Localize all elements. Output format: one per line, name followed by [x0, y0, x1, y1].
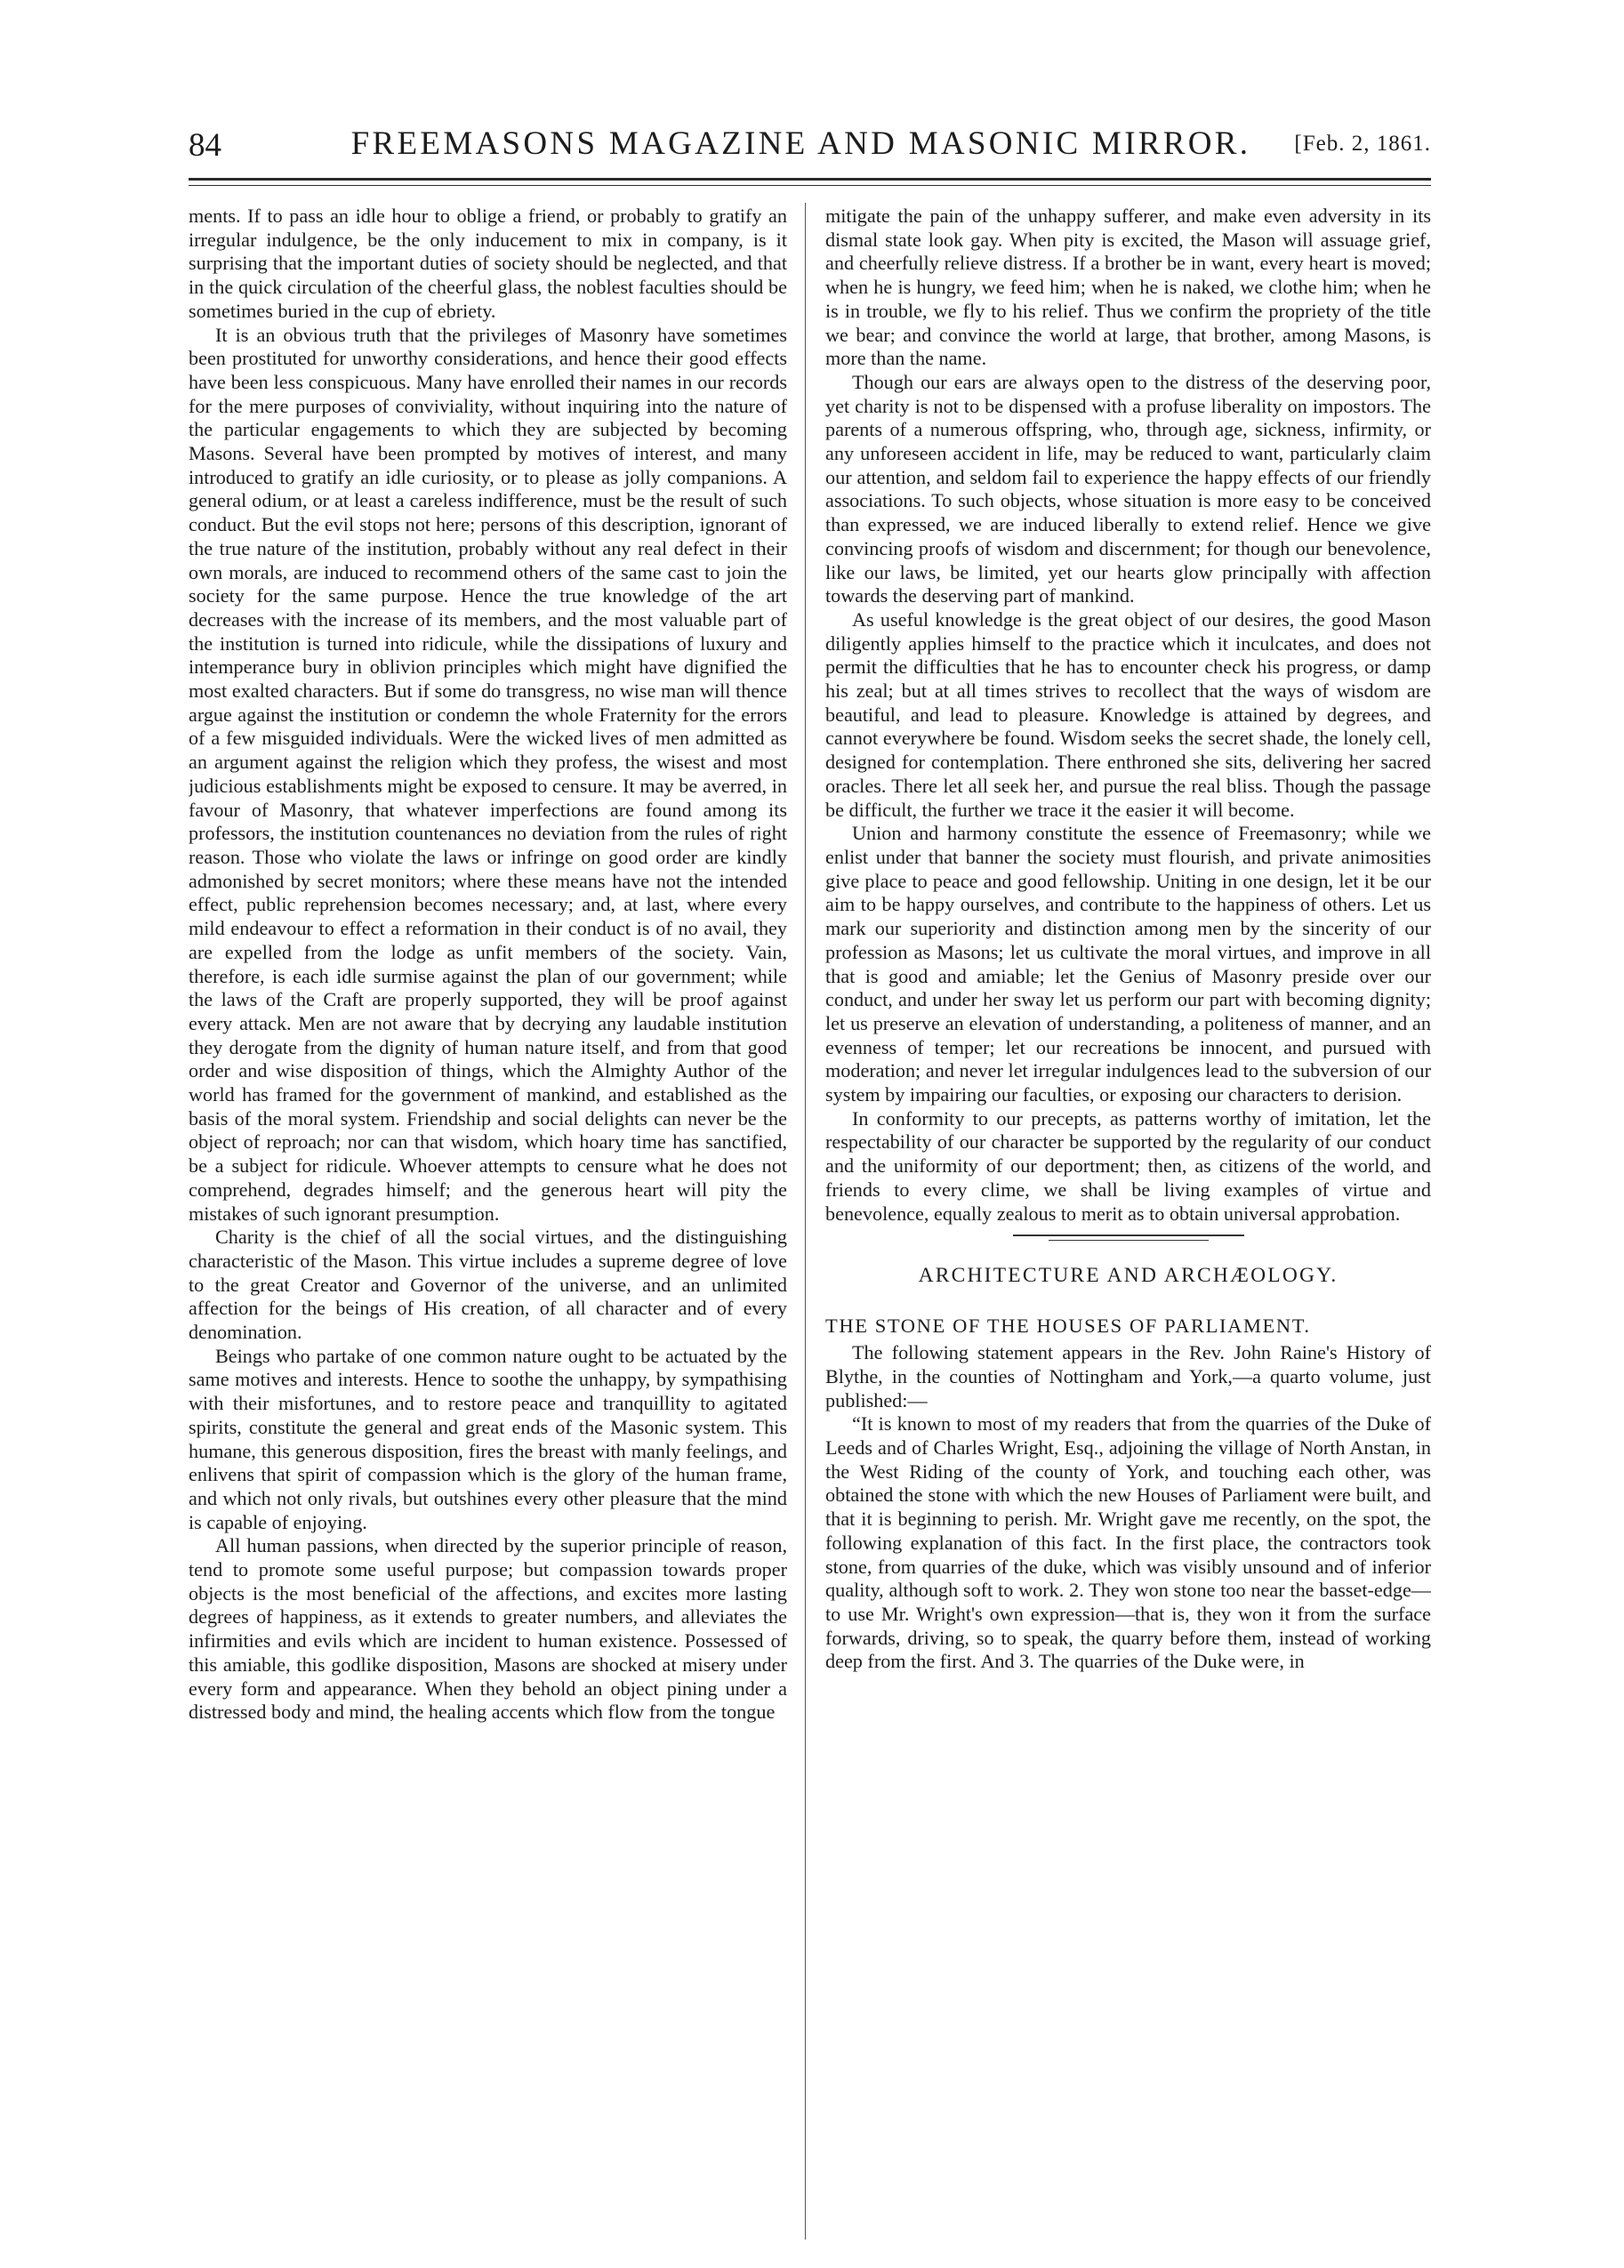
section-divider-thin [1049, 1240, 1209, 1241]
paragraph: As useful knowledge is the great object of our desires, the good Mason diligently applies himself to the practice which it inculcates, and does not permit the difficulties that he has to encounter check his progress, or damp his zeal; but at all times strives to recollect that the ways of wisdom are beautiful, and lead to pleasure. Knowledge is attained by degrees, and cannot everywhere be found. Wisdom seeks the secret shade, the lonely cell, designed for contemplation. There enthroned she sits, delivering her sacred oracles. There let all seek her, and pursue the real bliss. Though the passage be difficult, the further we trace it the easier it will become. [825, 607, 1431, 821]
paragraph: Union and harmony constitute the essence of Freemasonry; while we enlist under that banner the society must flourish, and private animosities give place to peace and good fellowship. Uniting in one design, let it be our aim to be happy ourselves, and contribute to the happiness of others. Let us mark our superiority and distinction among men by the sincerity of our profession as Masons; let us cultivate the moral virtues, and improve in all that is good and amiable; let the Genius of Masonry preside over our conduct, and under her sway let us perform our part with becoming dignity; let us preserve an elevation of understanding, a politeness of manner, and an evenness of temper; let our recreations be innocent, and pursued with moderation; and never let irregular indulgences lead to the subversion of our system by impairing our faculties, or exposing our characters to derision. [825, 822, 1431, 1106]
paragraph: In conformity to our precepts, as patterns worthy of imitation, let the respectability of our character be supported by the regularity of our conduct and the uniformity of our deportment; then, as citizens of the world, and friends to every clime, we shall be living examples of virtue and benevolence, equally zealous to merit as to obtain universal approbation. [825, 1106, 1431, 1225]
paragraph: It is an obvious truth that the privileges of Masonry have sometimes been prostituted for unworthy considerations, and hence their good effects have been less conspicuous. Many have enrolled their names in our records for the mere purposes of conviviality, without inquiring into the nature of the particular engagements to which they are subjected by becoming Masons. Several have been prompted by motives of interest, and many introduced to gratify an idle curiosity, or to please as jolly companions. A general odium, or at least a careless indifference, must be the result of such conduct. But the evil stops not here; persons of this description, ignorant of the true nature of the institution, probably without any real defect in their own morals, are induced to recommend others of the same cast to join the society for the same purpose. Hence the true knowledge of the art decreases with the increase of its members, and the most valuable part of the institution is turned into ridicule, while the dissipations of luxury and intemperance bury in oblivion principles which might have dignified the most exalted characters. But if some do transgress, no wise man will thence argue against the institution or condemn the whole Fraternity for the errors of a few misguided individuals. Were the wicked lives of men admitted as an argument against the religion which they profess, the wisest and most judicious establishments might be exposed to censure. It may be averred, in favour of Masonry, that whatever imperfections are found among its professors, the institution countenances no deviation from the rules of right reason. Those who violate the laws or infringe on good order are kindly admonished by secret monitors; where these means have not the intended effect, public reprehension becomes necessary; and, at last, where every mild endeavour to effect a reformation in their conduct is of no avail, they are expelled from the lodge as unfit members of the society. Vain, therefore, is each idle surmise against the plan of our government; while the laws of the Craft are properly supported, they will be proof against every attack. Men are not aware that by decrying any laudable institution they derogate from the dignity of human nature itself, and from that good order and wise disposition of things, which the Almighty Author of the world has framed for the government of mankind, and established as the basis of the moral system. Friendship and social delights can never be the object of reproach; nor can that wisdom, which hoary time has sanctified, be a subject for ridicule. Whoever attempts to censure what he does not comprehend, degrades himself; and the generous heart will pity the mistakes of such ignorant presumption. [189, 323, 787, 1225]
issue-date: [Feb. 2, 1861. [1294, 132, 1431, 156]
paragraph: Beings who partake of one common nature ought to be actuated by the same motives and interests. Hence to soothe the unhappy, by sympathising with their misfortunes, and to restore peace and tranquillity to agitated spirits, constitute the general and great ends of the Masonic system. This humane, this generous disposition, fires the breast with manly feelings, and enlivens that spirit of compassion which is the glory of the human frame, and which not only rivals, but outshines every other pleasure that the mind is capable of enjoying. [189, 1344, 787, 1533]
section-divider [1013, 1235, 1244, 1236]
page-number: 84 [189, 127, 221, 164]
running-title: FREEMASONS MAGAZINE AND MASONIC MIRROR. [350, 125, 1251, 162]
article-heading: THE STONE OF THE HOUSES OF PARLIAMENT. [825, 1315, 1311, 1338]
header-rule-thin [189, 185, 1431, 186]
section-heading: ARCHITECTURE AND ARCHÆOLOGY. [918, 1264, 1339, 1288]
page-header [189, 123, 1431, 167]
paragraph: ments. If to pass an idle hour to oblige a friend, or probably to gratify an irregular indulgence, be the only inducement to mix in company, is it surprising that the important duties of society should be neglected, and that in the quick circulation of the cheerful glass, the noblest faculties should be sometimes buried in the cup of ebriety. [189, 205, 787, 322]
paragraph: Charity is the chief of all the social virtues, and the distinguishing characteristic of the Mason. This virtue includes a supreme degree of love to the great Creator and Governor of the universe, and an unlimited affection for the beings of His creation, of all character and of every denomination. [189, 1226, 787, 1344]
paragraph: All human passions, when directed by the superior principle of reason, tend to promote some useful purpose; but compassion towards proper objects is the most beneficial of the affections, and excites more lasting degrees of happiness, as it extends to greater numbers, and alleviates the infirmities and evils which are incident to human existence. Possessed of this amiable, this godlike disposition, Masons are shocked at misery under every form and appearance. When they behold an object pining under a distressed body and mind, the healing accents which flow from the tongue [189, 1534, 787, 1724]
header-rule [189, 178, 1431, 181]
column-divider [805, 203, 806, 2240]
paragraph: The following statement appears in the Rev. John Raine's History of Blythe, in the counties of Nottingham and York,—a quarto volume, just published:— [825, 1341, 1431, 1411]
left-column [189, 205, 787, 2237]
paragraph: “It is known to most of my readers that from the quarries of the Duke of Leeds and of Charles Wright, Esq., adjoining the village of North Anstan, in the West Riding of the county of York, and touching each other, was obtained the stone with which the new Houses of Parliament were built, and that it is beginning to perish. Mr. Wright gave me recently, on the spot, the following explanation of this fact. In the first place, the contractors took stone, from quarries of the duke, which was visibly unsound and of inferior quality, although soft to work. 2. They won stone too near the basset-edge—to use Mr. Wright's own expression—that is, they won it from the surface forwards, driving, so to speak, the quarry before them, instead of working deep from the first. And 3. The quarries of the Duke were, in [825, 1412, 1431, 1673]
right-column [825, 205, 1431, 2237]
paragraph: mitigate the pain of the unhappy sufferer, and make even adversity in its dismal state look gay. When pity is excited, the Mason will assuage grief, and cheerfully relieve distress. If a brother be in want, every heart is moved; when he is hungry, we feed him; when he is naked, we clothe him; when he is in trouble, we fly to his relief. Thus we confirm the propriety of the title we bear; and convince the world at large, that brother, among Masons, is more than the name. [825, 205, 1431, 370]
paragraph: Though our ears are always open to the distress of the deserving poor, yet charity is not to be dispensed with a profuse liberality on impostors. The parents of a numerous offspring, who, through age, sickness, infirmity, or any unforeseen accident in life, may be reduced to want, particularly claim our attention, and seldom fail to experience the happy effects of our friendly associations. To such objects, whose situation is more easy to be conceived than expressed, we are induced liberally to extend relief. Hence we give convincing proofs of wisdom and discernment; for though our benevolence, like our laws, be limited, yet our hearts glow principally with affection towards the deserving part of mankind. [825, 370, 1431, 607]
